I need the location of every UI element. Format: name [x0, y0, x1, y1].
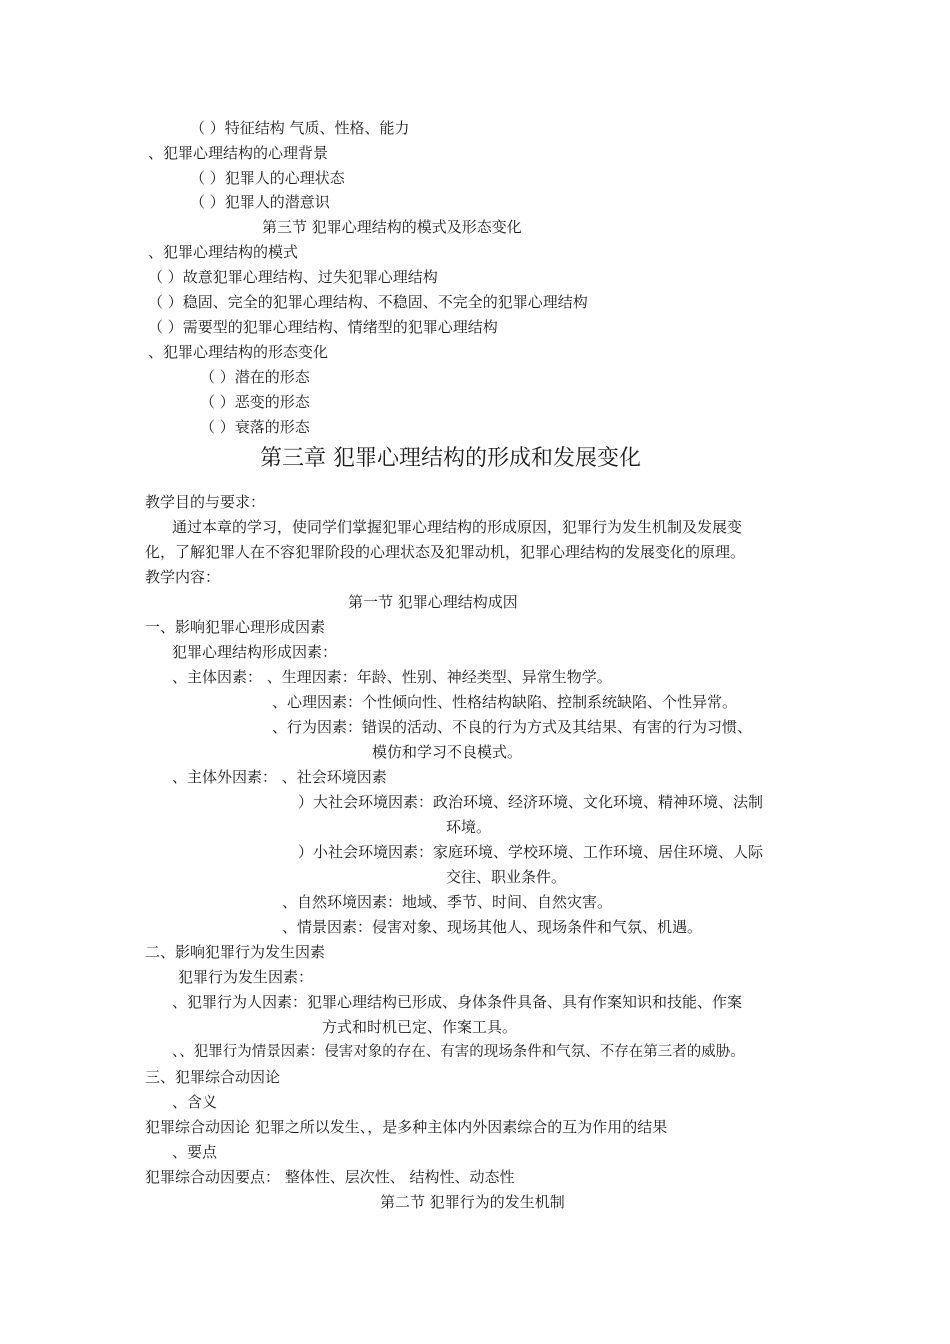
text-line: （ ）故意犯罪心理结构、过失犯罪心理结构: [148, 268, 438, 286]
text-line: 三、犯罪综合动因论: [145, 1068, 281, 1086]
text-line: 犯罪综合动因要点： 整体性、层次性、 结构性、动态性: [145, 1168, 515, 1186]
text-line: 、要点: [172, 1143, 218, 1161]
text-line: 教学内容：: [145, 568, 221, 586]
text-line: 犯罪行为发生因素：: [178, 968, 314, 986]
text-line: （ ）恶变的形态: [200, 393, 310, 411]
text-line: ）大社会环境因素：政治环境、经济环境、文化环境、精神环境、法制: [298, 793, 764, 811]
text-line: 、主体因素： 、生理因素：年龄、性别、神经类型、异常生物学。: [172, 668, 612, 686]
text-line: 教学目的与要求：: [145, 493, 266, 511]
text-line: 、、犯罪行为情景因素：侵害对象的存在、有害的现场条件和气氛、不存在第三者的威胁。: [172, 1044, 745, 1060]
text-line: （ ）潜在的形态: [200, 368, 310, 386]
text-line: 二、影响犯罪行为发生因素: [145, 943, 326, 961]
section-heading: 第一节 犯罪心理结构成因: [348, 593, 518, 611]
text-line: （ ）特征结构 气质、性格、能力: [190, 119, 410, 137]
text-line: （ ）犯罪人的心理状态: [190, 169, 345, 187]
text-line: 、含义: [172, 1093, 218, 1111]
text-line: 、自然环境因素：地域、季节、时间、自然灾害。: [282, 893, 613, 911]
text-line: 方式和时机已定、作案工具。: [322, 1018, 518, 1036]
text-line: 环境。: [446, 818, 492, 836]
text-line: 、行为因素：错误的活动、不良的行为方式及其结果、有害的行为习惯、: [272, 718, 753, 736]
text-line: 、情景因素：侵害对象、现场其他人、现场条件和气氛、机遇。: [282, 918, 703, 936]
text-line: （ ）衰落的形态: [200, 418, 310, 436]
text-line: 犯罪综合动因论 犯罪之所以发生、，是多种主体内外因素综合的互为作用的结果: [145, 1118, 668, 1136]
text-line: 一、影响犯罪心理形成因素: [145, 618, 326, 636]
text-line: 、犯罪心理结构的心理背景: [148, 144, 329, 162]
text-line: ）小社会环境因素：家庭环境、学校环境、工作环境、居住环境、人际: [298, 843, 764, 861]
text-line: （ ）犯罪人的潜意识: [190, 193, 330, 211]
chapter-title: 第三章 犯罪心理结构的形成和发展变化: [260, 446, 641, 471]
text-line: 、犯罪心理结构的形态变化: [148, 343, 329, 361]
text-line: （ ）需要型的犯罪心理结构、情绪型的犯罪心理结构: [148, 318, 498, 336]
section-heading: 第二节 犯罪行为的发生机制: [380, 1193, 565, 1211]
text-line: （ ）稳固、完全的犯罪心理结构、不稳固、不完全的犯罪心理结构: [148, 293, 588, 311]
text-line: 、心理因素：个性倾向性、性格结构缺陷、控制系统缺陷、个性异常。: [272, 693, 738, 711]
paragraph-line: 通过本章的学习，使同学们掌握犯罪心理结构的形成原因，犯罪行为发生机制及发展变: [172, 518, 743, 536]
text-line: 、主体外因素： 、社会环境因素: [172, 768, 387, 786]
text-line: 犯罪心理结构形成因素：: [172, 643, 338, 661]
paragraph-line: 化，了解犯罪人在不容犯罪阶段的心理状态及犯罪动机，犯罪心理结构的发展变化的原理。: [145, 543, 746, 561]
section-heading: 第三节 犯罪心理结构的模式及形态变化: [262, 218, 522, 236]
text-line: 、犯罪行为人因素：犯罪心理结构已形成、身体条件具备、具有作案知识和技能、作案: [172, 993, 743, 1011]
text-line: 、犯罪心理结构的模式: [148, 243, 299, 261]
text-line: 交往、职业条件。: [446, 868, 567, 886]
text-line: 模仿和学习不良模式。: [372, 743, 523, 761]
